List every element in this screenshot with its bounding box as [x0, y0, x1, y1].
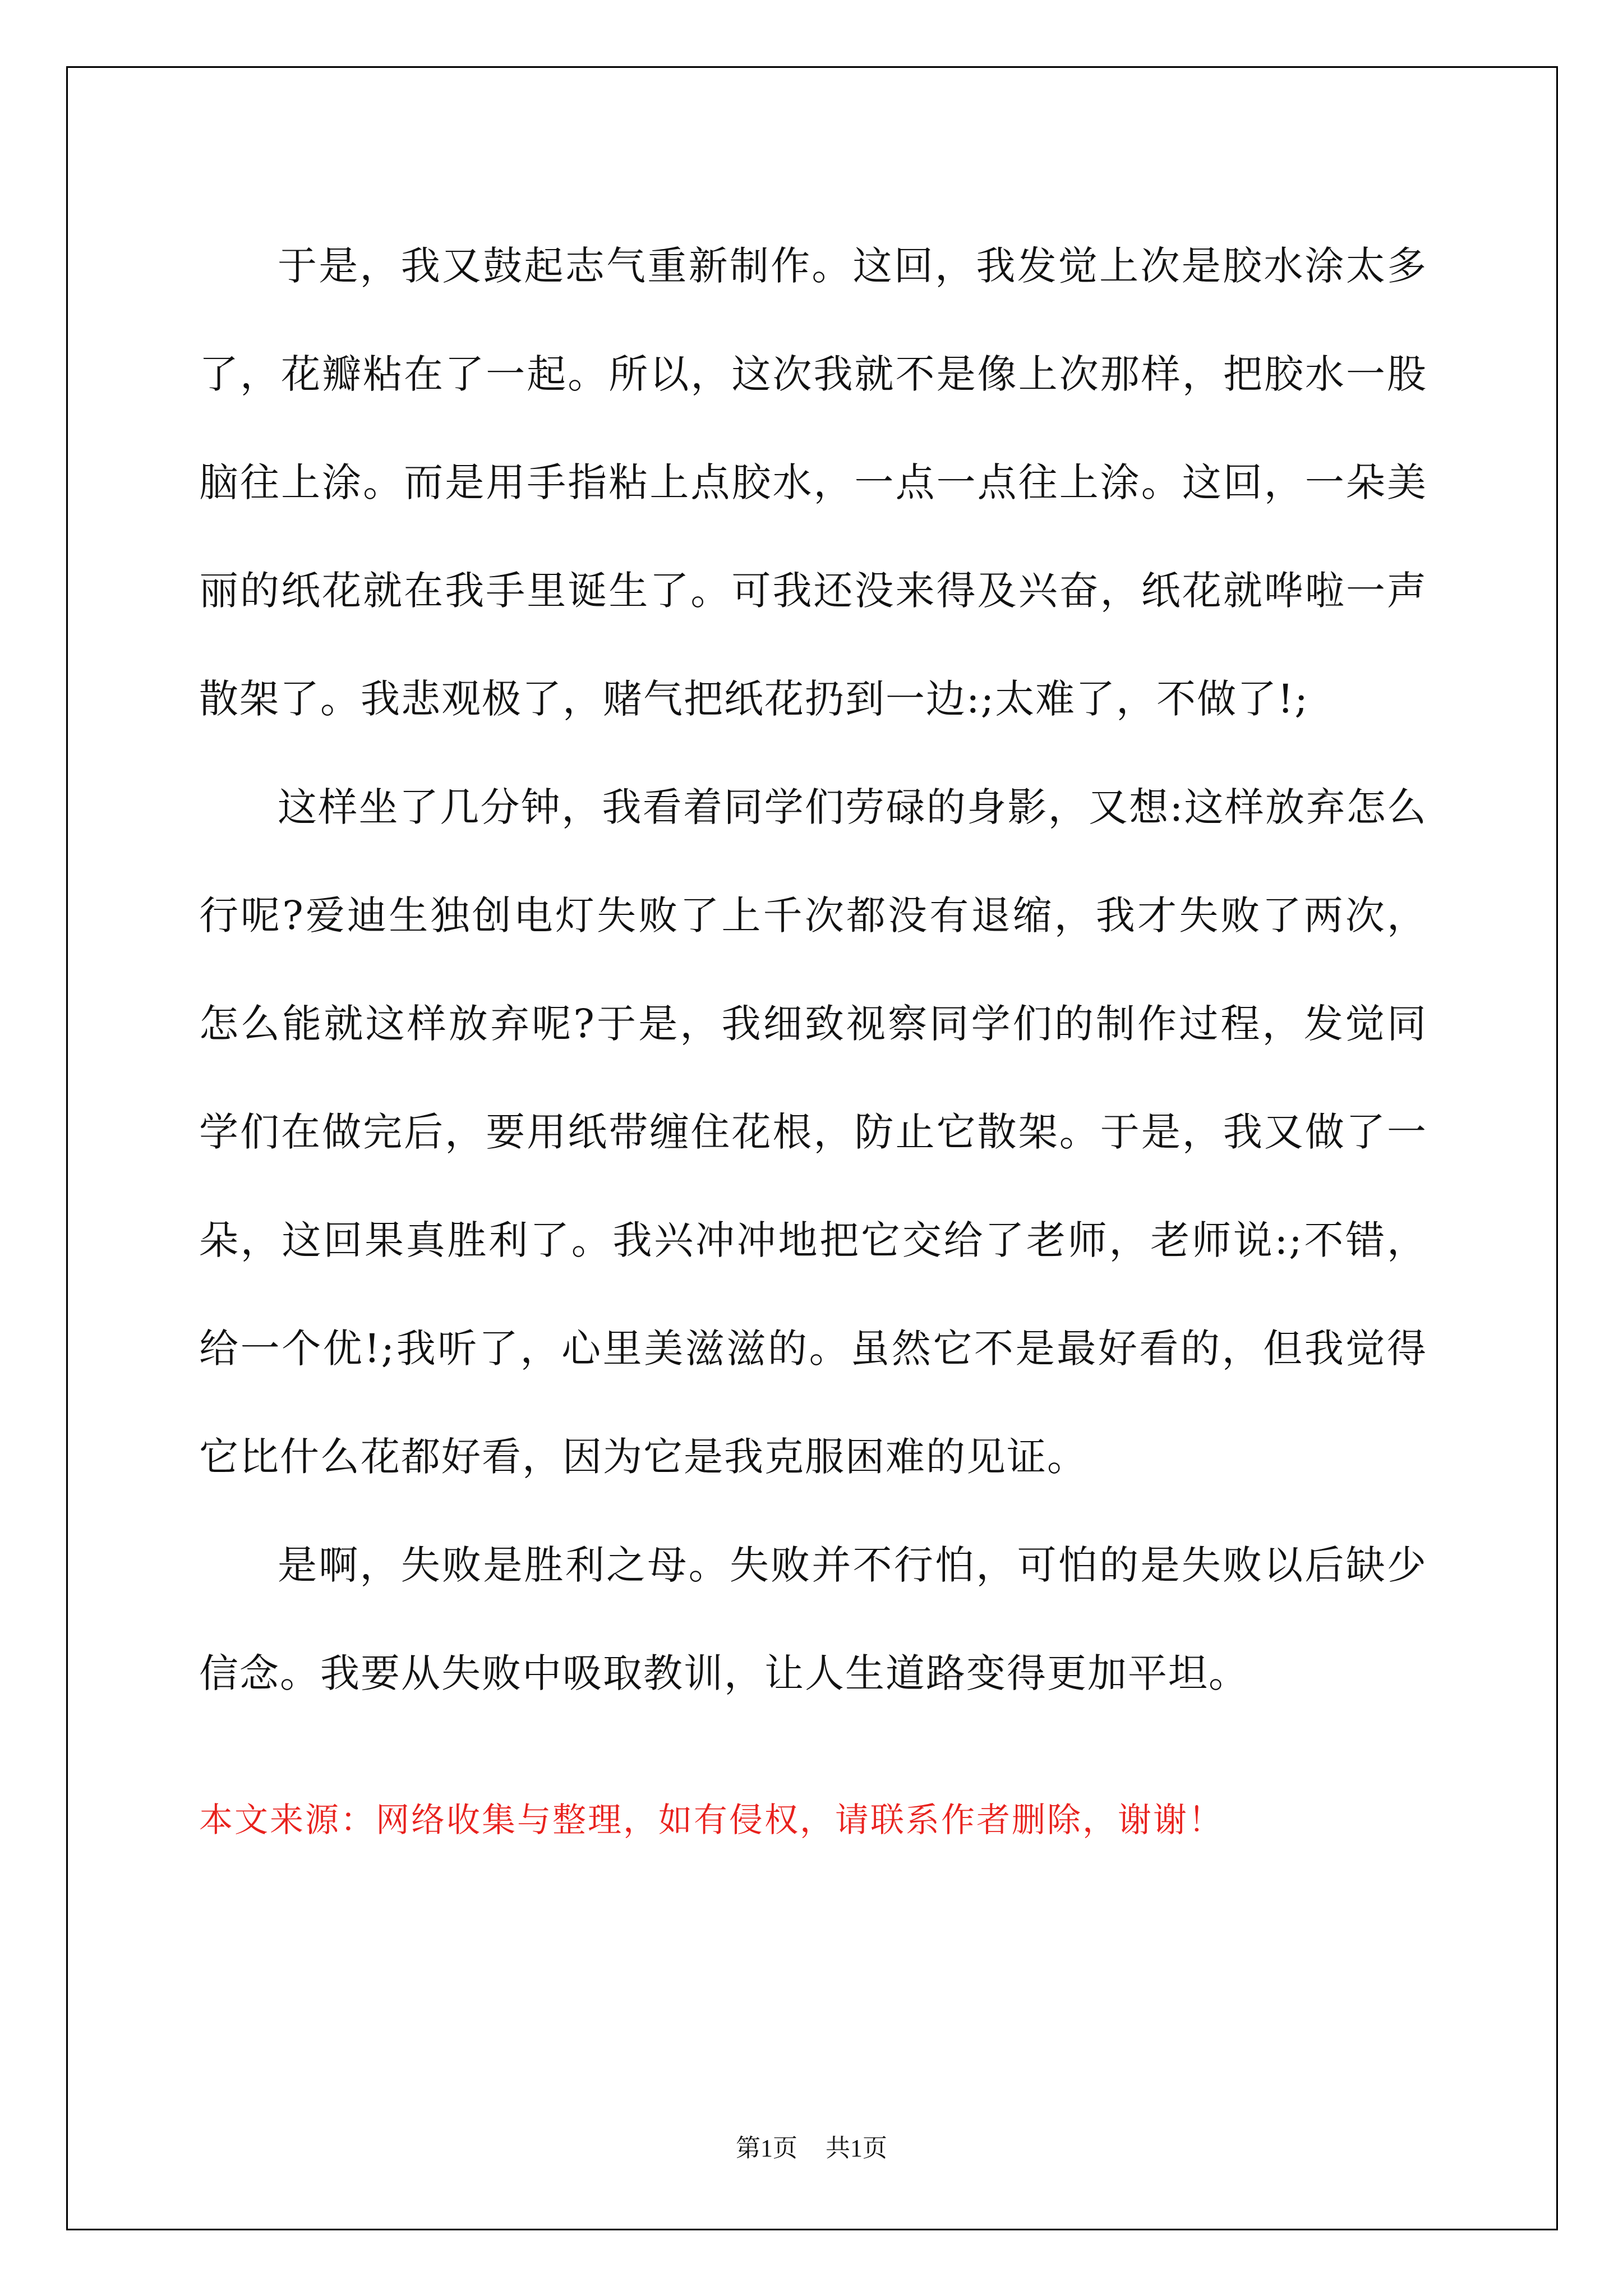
page-footer: [0, 2132, 1623, 2165]
paragraph-1: 于是，我又鼓起志气重新制作。这回，我发觉上次是胶水涂太多了，花瓣粘在了一起。所以，这次我就不是像上次那样，把胶水一股脑往上涂。而是用手指粘上点胶水，一点一点往上涂。这回，一朵美丽的纸花就在我手里诞生了。可我还没来得及兴奋，纸花就哗啦一声散架了。我悲观极了，赌气把纸花扔到一边:;太难了，不做了!;: [199, 243, 1427, 722]
paragraph-3: 是啊，失败是胜利之母。失败并不行怕，可怕的是失败以后缺少信念。我要从失败中吸取教训，让人生道路变得更加平坦。: [199, 1542, 1427, 1696]
source-note: 本文来源：网络收集与整理，如有侵权，请联系作者删除，谢谢！: [199, 1801, 1224, 1840]
paragraph-2: 这样坐了几分钟，我看着同学们劳碌的身影，又想:这样放弃怎么行呢?爱迪生独创电灯失败了上千次都没有退缩，我才失败了两次，怎么能就这样放弃呢?于是，我细致视察同学们的制作过程，发觉同学们在做完后，要用纸带缠住花根，防止它散架。于是，我又做了一朵，这回果真胜利了。我兴冲冲地把它交给了老师，老师说:;不错，给一个优!;我听了，心里美滋滋的。虽然它不是最好看的，但我觉得它比什么花都好看，因为它是我克服困难的见证。: [199, 784, 1427, 1480]
article-body: [199, 212, 1427, 1728]
page-total: 共1页: [826, 2134, 887, 2162]
page-number: 第1页: [736, 2134, 797, 2162]
